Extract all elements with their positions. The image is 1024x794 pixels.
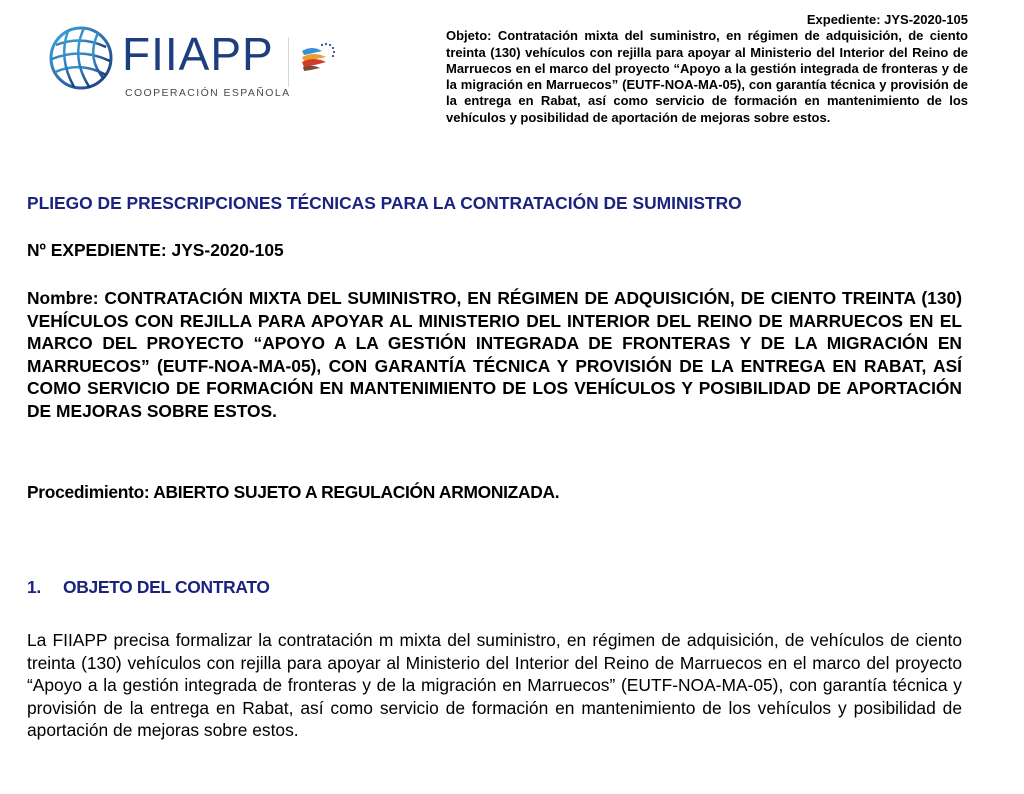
header-expediente: Expediente: JYS-2020-105 — [806, 12, 968, 27]
header-objeto: Objeto: Contratación mixta del suministro, en régimen de adquisición, de ciento treinta (130) vehículos con rejilla para apoyar al Ministerio del Interior del Reino de Marruecos en el marco del proyecto “Apoyo a la gestión integrada de fronteras y de la migración en Marruecos” (EUTF-NOA-MA-05), con garantía técnica y provisión de la entrega en Rabat, así como servicio de formación en mantenimiento de los vehículos y posibilidad de aportación de mejoras sobre estos. — [446, 28, 968, 125]
section-title: OBJETO DEL CONTRATO — [63, 577, 270, 597]
document-title: PLIEGO DE PRESCRIPCIONES TÉCNICAS PARA LA CONTRATACIÓN DE SUMINISTRO — [27, 193, 742, 213]
section-number: 1. — [27, 577, 41, 597]
expediente-number: Nº EXPEDIENTE: JYS-2020-105 — [27, 240, 284, 260]
section-heading — [27, 577, 270, 598]
brand-subtitle: COOPERACIÓN ESPAÑOLA — [125, 87, 291, 99]
brand-name: FIIAPP — [122, 28, 274, 80]
procedure: Procedimiento: ABIERTO SUJETO A REGULACIÓN ARMONIZADA. — [27, 482, 560, 502]
section-body: La FIIAPP precisa formalizar la contratación m mixta del suministro, en régimen de adquisición, de vehículos de ciento treinta (130) vehículos con rejilla para apoyar al Ministerio del Interior del Reino de Marruecos en el marco del proyecto “Apoyo a la gestión integrada de fronteras y de la migración en Marruecos” (EUTF-NOA-MA-05), con garantía técnica y provisión de la entrega en Rabat, así como servicio de formación en mantenimiento de los vehículos y posibilidad de aportación de mejoras sobre estos. — [27, 630, 962, 741]
logo-divider — [288, 37, 289, 87]
fiiapp-logo — [48, 25, 348, 105]
globe-icon — [48, 25, 114, 91]
header-info — [446, 12, 968, 126]
contract-name: Nombre: CONTRATACIÓN MIXTA DEL SUMINISTRO, EN RÉGIMEN DE ADQUISICIÓN, DE CIENTO TREINTA (130) VEHÍCULOS CON REJILLA PARA APOYAR AL MINISTERIO DEL INTERIOR DEL REINO DE MARRUECOS EN EL MARCO DEL PROYECTO “APOYO A LA GESTIÓN INTEGRADA DE FRONTERAS Y DE LA MIGRACIÓN EN MARRUECOS” (EUTF-NOA-MA-05), CON GARANTÍA TÉCNICA Y PROVISIÓN DE LA ENTREGA EN RABAT, ASÍ COMO SERVICIO DE FORMACIÓN EN MANTENIMIENTO DE LOS VEHÍCULOS Y POSIBILIDAD DE APORTACIÓN DE MEJORAS SOBRE ESTOS. — [27, 288, 962, 421]
cooperacion-espanola-icon — [298, 37, 338, 77]
